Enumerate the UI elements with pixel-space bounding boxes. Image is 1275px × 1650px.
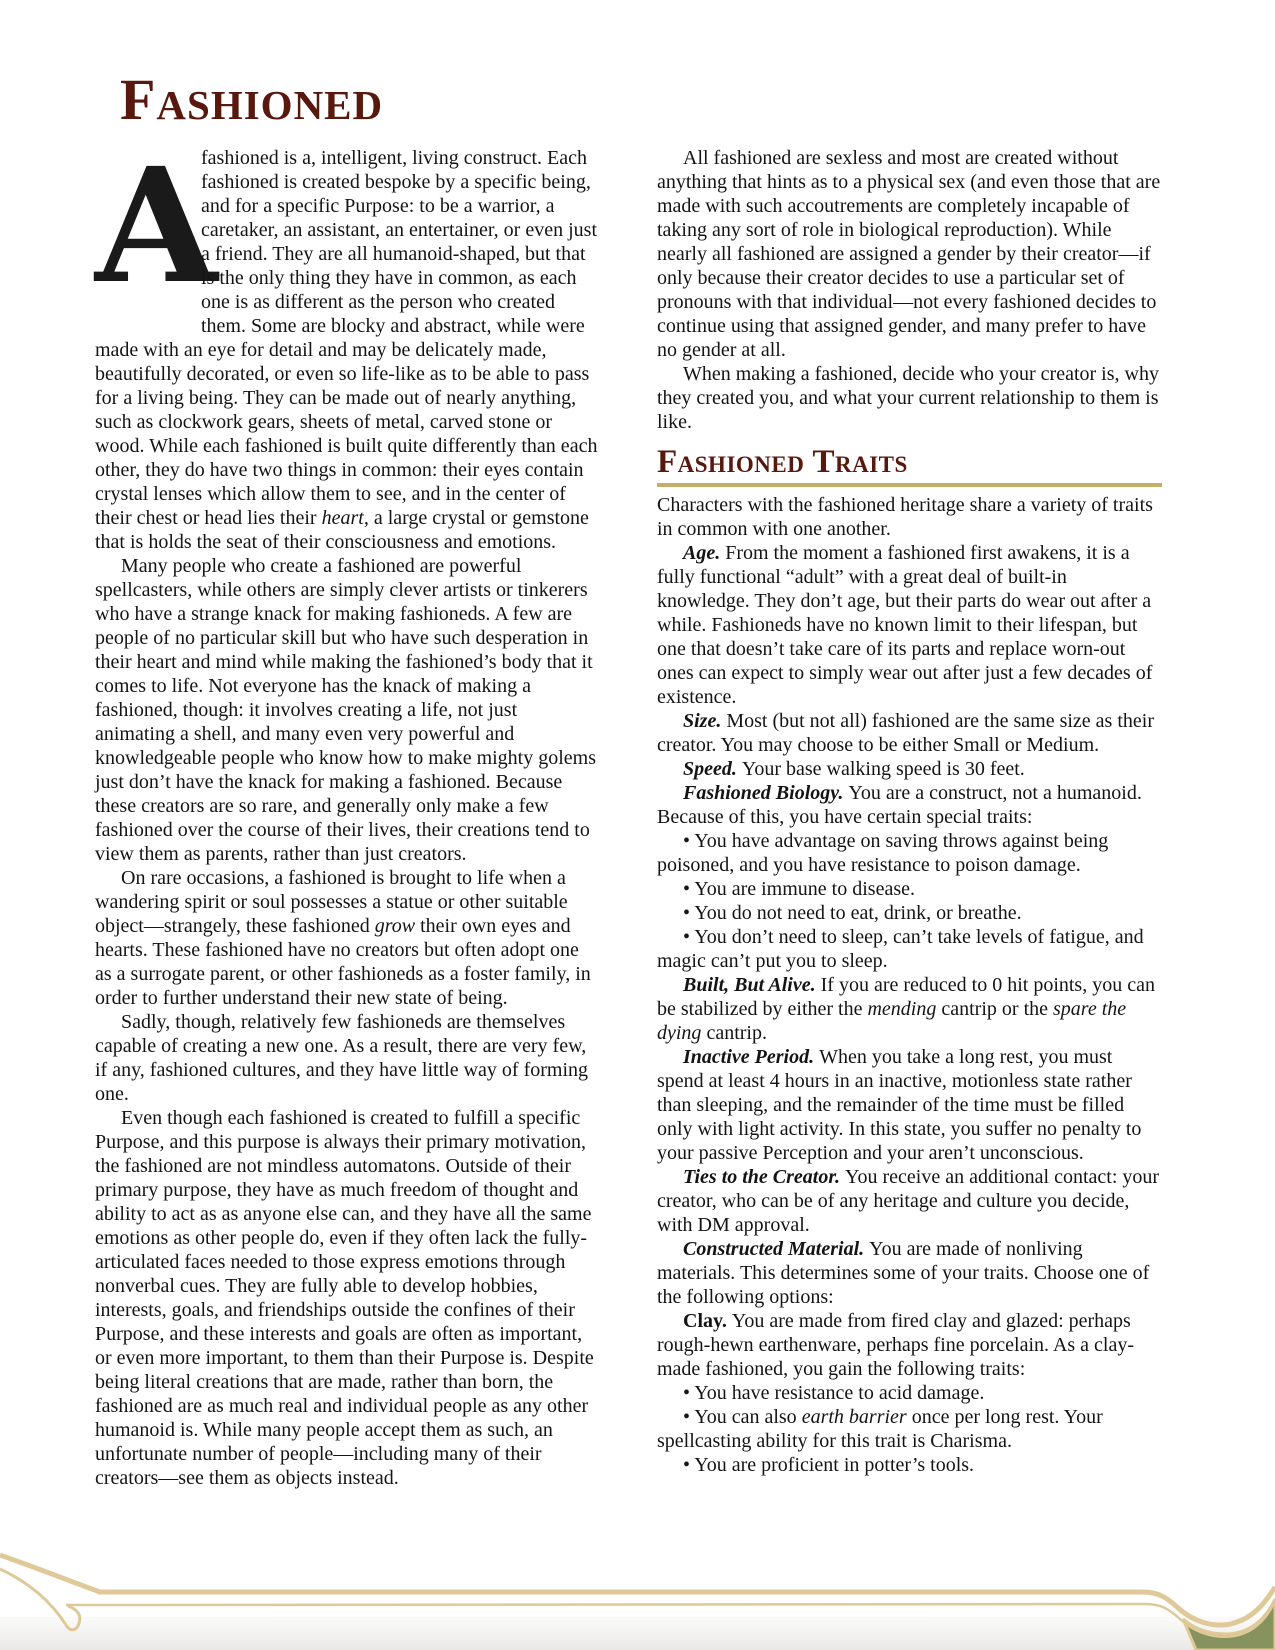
footer-flourish-left-stroke <box>0 1555 100 1592</box>
text-run: You are proficient in potter’s tools. <box>694 1454 975 1476</box>
text-run: Your base walking speed is 30 feet. <box>741 758 1025 780</box>
bullet-item <box>657 877 1162 901</box>
text-run: Speed. <box>683 758 742 780</box>
paragraph <box>657 1045 1162 1165</box>
section-heading: Fashioned Traits <box>657 444 1162 487</box>
paragraph <box>657 757 1162 781</box>
paragraph <box>657 1309 1162 1381</box>
text-run: Clay. <box>683 1310 732 1332</box>
text-run: Many people who create a fashioned are powerful spellcasters, while others are simply clever artists or tinkerers who have a strange knack for making fashioneds. A few are people of no particular skill but who have such desperation in their heart and mind while making the fashioned’s body that it comes to life. Not everyone has the knack of making a fashioned, though: it involves creating a life, not just animating a shell, and many even very powerful and knowledgeable people who know how to make mighty golems just don’t have the knack for making a fashioned. Because these creators are so rare, and generally only make a few fashioned over the course of their lives, their creations tend to view them as parents, rather than just creators. <box>95 555 597 865</box>
text-run: earth barrier <box>801 1406 907 1428</box>
paragraph <box>657 146 1162 362</box>
text-run: When making a fashioned, decide who your creator is, why they created you, and what your current relationship to them is like. <box>657 363 1159 433</box>
text-run: You do not need to eat, drink, or breathe. <box>694 902 1022 924</box>
text-run: Most (but not all) fashioned are the same size as their creator. You may choose to be either Small or Medium. <box>657 710 1154 756</box>
bullet-item <box>657 1381 1162 1405</box>
left-column <box>95 134 600 1490</box>
text-run: Constructed Material. <box>683 1238 870 1260</box>
text-run: once per long rest. Your spellcasting ability for this trait is Charisma. <box>657 1406 1103 1452</box>
right-column <box>657 146 1162 1490</box>
bullet-item <box>657 925 1162 973</box>
paragraph <box>95 1010 600 1106</box>
text-run: You are a construct, not a humanoid. Because of this, you have certain special traits: <box>657 782 1142 828</box>
text-run: Fashioned Biology. <box>683 782 849 804</box>
bullet-item <box>657 901 1162 925</box>
text-run: their own eyes and hearts. These fashioned have no creators but often adopt one as a surrogate parent, or other fashioneds as a foster family, in order to further understand their new state of being. <box>95 915 591 1009</box>
text-run: You have resistance to acid damage. <box>694 1382 985 1404</box>
text-run: You have advantage on saving throws against being poisoned, and you have resistance to poison damage. <box>657 830 1109 876</box>
text-run: You are made of nonliving materials. This determines some of your traits. Choose one of the following options: <box>657 1238 1150 1308</box>
text-run: Inactive Period. <box>683 1046 820 1068</box>
text-run: Size. <box>683 710 727 732</box>
text-run: , a large crystal or gemstone that is holds the seat of their consciousness and emotions. <box>95 507 589 553</box>
paragraph <box>657 1237 1162 1309</box>
bullet-marker: • <box>683 1382 695 1404</box>
paragraph <box>95 1106 600 1490</box>
text-run: cantrip or the <box>936 998 1053 1020</box>
paragraph <box>95 134 600 554</box>
paragraph <box>657 362 1162 434</box>
paragraph <box>95 554 600 866</box>
paragraph <box>95 866 600 1010</box>
paragraph <box>657 493 1162 541</box>
paragraph <box>657 1165 1162 1237</box>
page-title: Fashioned <box>120 67 384 132</box>
text-run: Sadly, though, relatively few fashioneds are themselves capable of creating a new one. As a result, there are very few, if any, fashioned cultures, and they have little way of forming one. <box>95 1011 588 1105</box>
footer-rule-lower <box>66 1601 1275 1637</box>
text-run: Even though each fashioned is created to fulfill a specific Purpose, and this purpose is always their primary motivation, the fashioned are not mindless automatons. Outside of their primary purpose, they have as much freedom of thought and ability to act as as anyone else can, and they have all the same emotions as other people do, even if they often lack the fully-articulated faces needed to those express emotions through nonverbal cues. They are fully able to develop hobbies, interests, goals, and friendships outside the confines of their Purpose, and these interests and goals are often as important, or even more important, to them than their Purpose is. Despite being literal creations that are made, rather than born, the fashioned are as much real and individual people as any other humanoid is. While many people accept them as such, an unfortunate number of people—including many of their creators—see them as objects instead. <box>95 1107 594 1489</box>
bullet-item <box>657 829 1162 877</box>
text-run: All fashioned are sexless and most are created without anything that hints as to a physical sex (and even those that are made with such accoutrements are completely incapable of taking any sort of role in biological reproduction). While nearly all fashioned are assigned a gender by their creator—if only because their creator decides to use a particular set of pronouns with that individual—not every fashioned decides to continue using that assigned gender, and many prefer to have no gender at all. <box>657 147 1161 361</box>
text-run: From the moment a fashioned first awakens, it is a fully functional “adult” with a great deal of built-in knowledge. They don’t age, but their parts do wear out after a while. Fashioneds have no known limit to their lifespan, but one that doesn’t take care of its parts and replace worn-out ones can expect to simply wear out after just a few decades of existence. <box>657 542 1153 708</box>
text-run: You are immune to disease. <box>694 878 915 900</box>
text-run: Characters with the fashioned heritage share a variety of traits in common with one another. <box>657 494 1153 540</box>
paragraph <box>657 973 1162 1045</box>
text-run: mending <box>867 998 937 1020</box>
text-run: You receive an additional contact: your creator, who can be of any heritage and culture you decide, with DM approval. <box>657 1166 1160 1236</box>
text-run: spare the dying <box>657 998 1127 1044</box>
text-run: On rare occasions, a fashioned is brought to life when a wandering spirit or soul possesses a statue or other suitable object—strangely, these fashioned <box>95 867 568 937</box>
bullet-marker: • <box>683 902 695 924</box>
text-run: Age. <box>683 542 726 564</box>
text-run: Built, But Alive. <box>683 974 821 996</box>
text-run: When you take a long rest, you must spend at least 4 hours in an inactive, motionless state rather than sleeping, and the remainder of the time must be filled only with light activity. In this state, you suffer no penalty to your passive Perception and your aren’t unconscious. <box>657 1046 1142 1164</box>
bullet-marker: • <box>683 1406 695 1428</box>
text-run: You can also <box>694 1406 802 1428</box>
text-run: Ties to the Creator. <box>683 1166 846 1188</box>
text-run: If you are reduced to 0 hit points, you can be stabilized by either the <box>657 974 1155 1020</box>
paragraph <box>657 781 1162 829</box>
two-column-body <box>95 134 1162 1490</box>
bullet-marker: • <box>683 926 695 948</box>
text-run: fashioned is a, intelligent, living construct. Each fashioned is created bespoke by a specific being, and for a specific Purpose: to be a warrior, a caretaker, an assistant, an entertainer, or even just a friend. They are all humanoid-shaped, but that is the only thing they have in common, as each one is as different as the person who created them. Some are blocky and abstract, while were made with an eye for detail and may be delicately made, beautifully decorated, or even so life-like as to be able to pass for a living being. They can be made out of nearly anything, such as clockwork gears, sheets of metal, carved stone or wood. While each fashioned is built quite differently than each other, they do have two things in common: their eyes contain crystal lenses which allow them to see, and in the center of their chest or head lies their <box>95 147 598 529</box>
paragraph <box>657 709 1162 757</box>
page-header <box>95 0 1162 130</box>
bullet-marker: • <box>683 830 695 852</box>
drop-cap: A <box>95 134 218 319</box>
text-run: grow <box>374 915 416 937</box>
text-run: heart <box>321 507 364 529</box>
text-run: cantrip. <box>701 1022 767 1044</box>
text-run: You don’t need to sleep, can’t take levels of fatigue, and magic can’t put you to sleep. <box>657 926 1144 972</box>
text-run: You are made from fired clay and glazed: perhaps rough-hewn earthenware, perhaps fine porcelain. As a clay-made fashioned, you gain the following traits: <box>657 1310 1135 1380</box>
paragraph <box>657 541 1162 709</box>
bullet-item <box>657 1405 1162 1453</box>
footer-flourish-ornament <box>0 1535 1275 1650</box>
bullet-marker: • <box>683 878 695 900</box>
bullet-item <box>657 1453 1162 1477</box>
bullet-marker: • <box>683 1454 695 1476</box>
